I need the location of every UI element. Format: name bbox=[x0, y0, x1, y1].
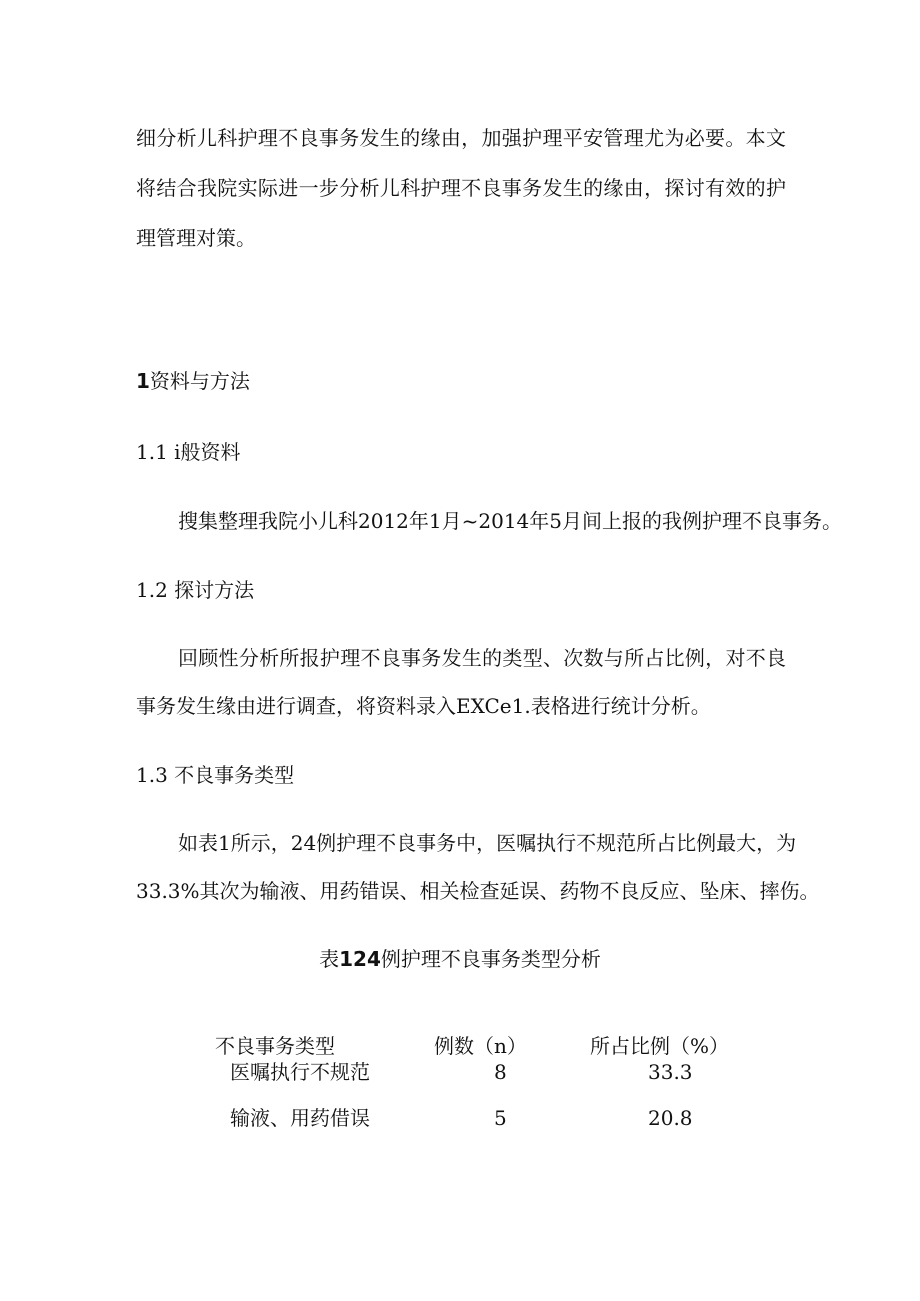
section-heading bbox=[136, 369, 250, 393]
table-caption-prefix: 表 bbox=[319, 947, 340, 971]
table-row-1-type: 医嘱执行不规范 bbox=[230, 1060, 370, 1084]
intro-line-3: 理管理对策。 bbox=[136, 226, 256, 250]
subsection-heading-1-1: 1.1 i般资料 bbox=[136, 440, 241, 464]
table-row-2-type: 输液、用药借误 bbox=[230, 1106, 370, 1130]
subsection-1-2-line-1: 回顾性分析所报护理不良事务发生的类型、次数与所占比例，对不良 bbox=[178, 646, 786, 670]
table-caption-number: 124 bbox=[339, 947, 381, 971]
table-row-1-percent: 33.3 bbox=[648, 1060, 693, 1084]
table-caption-text: 例护理不良事务类型分析 bbox=[380, 947, 601, 971]
table-row-2-count: 5 bbox=[494, 1106, 507, 1130]
section-title: 资料与方法 bbox=[149, 369, 250, 393]
subsection-1-3-line-2: 33.3%其次为输液、用药错误、相关检查延误、药物不良反应、坠床、摔伤。 bbox=[136, 879, 820, 903]
subsection-1-3-line-1: 如表1所示，24例护理不良事务中，医嘱执行不规范所占比例最大，为 bbox=[178, 831, 797, 855]
section-number: 1 bbox=[136, 369, 150, 393]
table-caption bbox=[0, 947, 920, 971]
table-header-type: 不良事务类型 bbox=[215, 1034, 335, 1058]
intro-line-1: 细分析儿科护理不良事务发生的缘由，加强护理平安管理尤为必要。本文 bbox=[136, 126, 786, 150]
subsection-heading-1-3: 1.3 不良事务类型 bbox=[136, 763, 295, 787]
table-row-1-count: 8 bbox=[494, 1060, 507, 1084]
intro-line-2: 将结合我院实际进一步分析儿科护理不良事务发生的缘由，探讨有效的护 bbox=[136, 176, 786, 200]
subsection-1-2-line-2: 事务发生缘由进行调查，将资料录入EXCe1.表格进行统计分析。 bbox=[136, 694, 711, 718]
table-header-count: 例数（n） bbox=[434, 1034, 527, 1058]
subsection-1-1-text: 搜集整理我院小儿科2012年1月~2014年5月间上报的我例护理不良事务。 bbox=[178, 509, 843, 533]
table-row-2-percent: 20.8 bbox=[648, 1106, 693, 1130]
subsection-heading-1-2: 1.2 探讨方法 bbox=[136, 578, 255, 602]
table-header-percent: 所占比例（%） bbox=[590, 1034, 730, 1058]
